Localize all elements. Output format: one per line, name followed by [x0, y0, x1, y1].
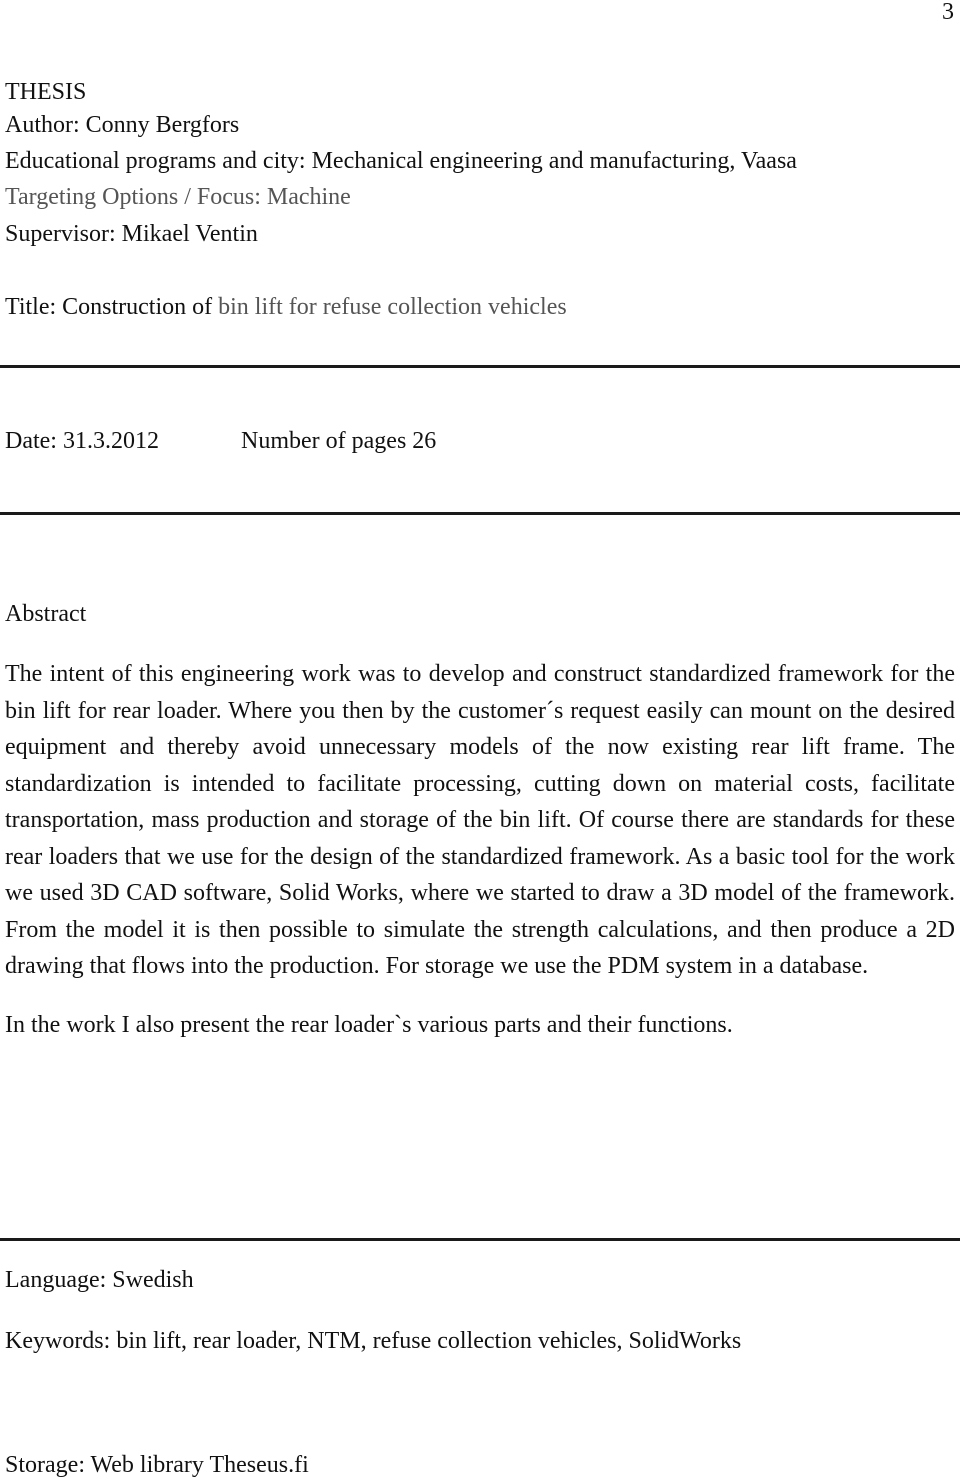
supervisor: Supervisor: Mikael Ventin — [5, 221, 258, 247]
abstract-paragraph-2: In the work I also present the rear loader`s various parts and their functions. — [5, 1011, 733, 1038]
keywords: Keywords: bin lift, rear loader, NTM, refuse collection vehicles, SolidWorks — [5, 1328, 742, 1354]
document-type: THESIS — [5, 79, 87, 105]
thesis-title — [5, 289, 567, 325]
abstract-body — [5, 656, 955, 1043]
educational-programs: Educational programs and city: Mechanical engineering and manufacturing, Vaasa — [5, 148, 797, 174]
date: Date: 31.3.2012 — [5, 428, 159, 454]
abstract-heading: Abstract — [5, 601, 87, 627]
divider-top — [0, 365, 960, 368]
focus: Targeting Options / Focus: Machine — [5, 184, 351, 210]
abstract-paragraph-1: The intent of this engineering work was to develop and construct standardized framework for the bin lift for rear loader. Where you then by the customer´s request easily can mount on the desired equipment and thereby avoid unnecessary models of the now existing rear lift frame. The standardization is intended to facilitate processing, cutting down on material costs, facilitate transportation, mass production and storage of the bin lift. Of course there are standards for these rear loaders that we use for the design of the standardized framework. As a basic tool for the work we used 3D CAD software, Solid Works, where we started to draw a 3D model of the framework. From the model it is then possible to simulate the strength calculations, and then produce a 2D drawing that flows into the production. For storage we use the PDM system in a database. — [5, 661, 955, 979]
divider-bottom — [0, 1238, 960, 1241]
meta-row — [5, 423, 705, 459]
page-number: 3 — [942, 0, 954, 25]
divider-middle — [0, 512, 960, 515]
language: Language: Swedish — [5, 1267, 194, 1293]
page-count: Number of pages 26 — [241, 428, 437, 454]
author: Author: Conny Bergfors — [5, 112, 240, 138]
storage: Storage: Web library Theseus.fi — [5, 1452, 309, 1478]
thesis-title-rest: bin lift for refuse collection vehicles — [218, 294, 567, 320]
thesis-title-prefix: Title: Construction of — [5, 294, 219, 320]
